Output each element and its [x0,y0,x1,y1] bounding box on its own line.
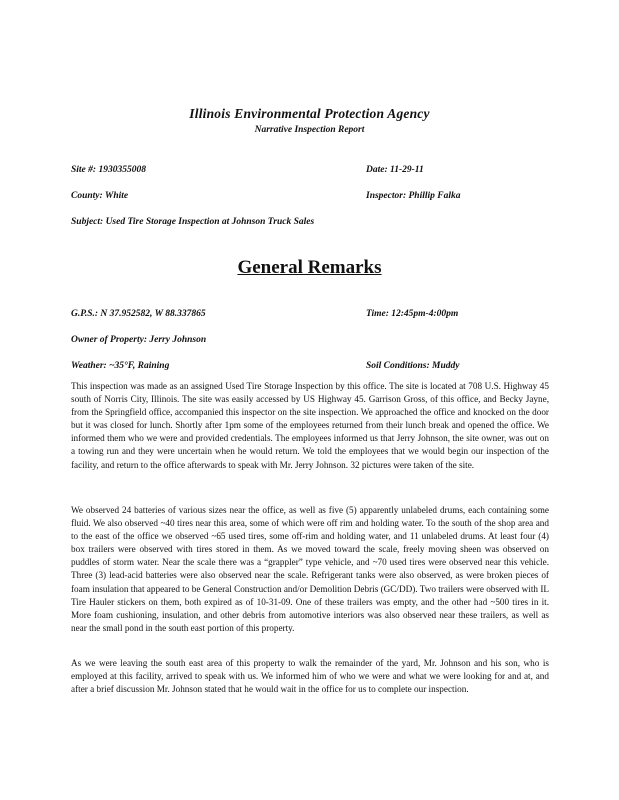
subject: Subject: Used Tire Storage Inspection at Johnson Truck Sales [71,217,315,227]
soil-conditions: Soil Conditions: Muddy [366,361,460,371]
paragraph: This inspection was made as an assigned Used Tire Storage Inspection by this office. The site is located at 708 U.S. Highway 45 south of Norris City, Illinois. The site was easily accessed by US Highway 45. Garrison Gross, of this office, and Becky Jayne, from the Springfield office, accompanied this inspector on the site inspection. We approached the office and knocked on the door but it was closed for lunch. Shortly after 1pm some of the employees returned from their lunch break and opened the office. We informed them who we were and provided credentials. The employees informed us that Jerry Johnson, the site owner, was out on a towing run and they were uncertain when he would return. We told the employees that we would begin our inspection of the facility, and return to the office afterwards to speak with Mr. Jerry Johnson. 32 pictures were taken of the site. [71,381,549,470]
county: County: White [71,191,129,201]
property-owner: Owner of Property: Jerry Johnson [71,335,207,345]
paragraph: As we were leaving the south east area of this property to walk the remainder of the yard, Mr. Johnson and his son, who is employed at this facility, arrived to speak with us. We informed him of who we were and what we were looking for and at, and after a brief discussion Mr. Johnson stated that he would wait in the office for us to complete our inspection. [71,658,549,695]
weather: Weather: ~35°F, Raining [71,361,170,371]
report-subtitle: Narrative Inspection Report [254,125,365,135]
inspection-time: Time: 12:45pm-4:00pm [366,309,459,319]
section-heading: General Remarks [237,257,382,278]
paragraph: We observed 24 batteries of various sizes near the office, as well as five (5) apparently unlabeled drums, each containing some fluid. We also observed ~40 tires near this area, some of which were off rim and holding water. To the south of the shop area and to the east of the office we observed ~65 used tires, some off-rim and holding water, and 11 unlabeled drums. At least four (4) box trailers were observed with tires stored in them. As we moved toward the scale, freely moving sheen was observed on puddles of storm water. Near the scale there was a “grappler” type vehicle, and ~70 used tires were observed near this vehicle. Three (3) lead-acid batteries were also observed near the scale. Refrigerant tanks were also observed, as were broken pieces of foam insulation that appeared to be General Construction and/or Demolition Debris (GC/DD). Two trailers were observed with IL Tire Hauler stickers on them, both expired as of 10-31-09. One of these trailers was empty, and the other had ~500 tires in it. More foam cushioning, insulation, and other debris from automotive interiors was also observed near these trailers, as well as near the small pond in the south east portion of this property. [71,505,549,633]
inspector: Inspector: Phillip Falka [366,191,461,201]
inspection-date: Date: 11-29-11 [366,165,424,175]
agency-title: Illinois Environmental Protection Agency [189,106,430,121]
gps-coordinates: G.P.S.: N 37.952582, W 88.337865 [71,309,206,319]
site-number: Site #: 1930355008 [71,165,146,175]
